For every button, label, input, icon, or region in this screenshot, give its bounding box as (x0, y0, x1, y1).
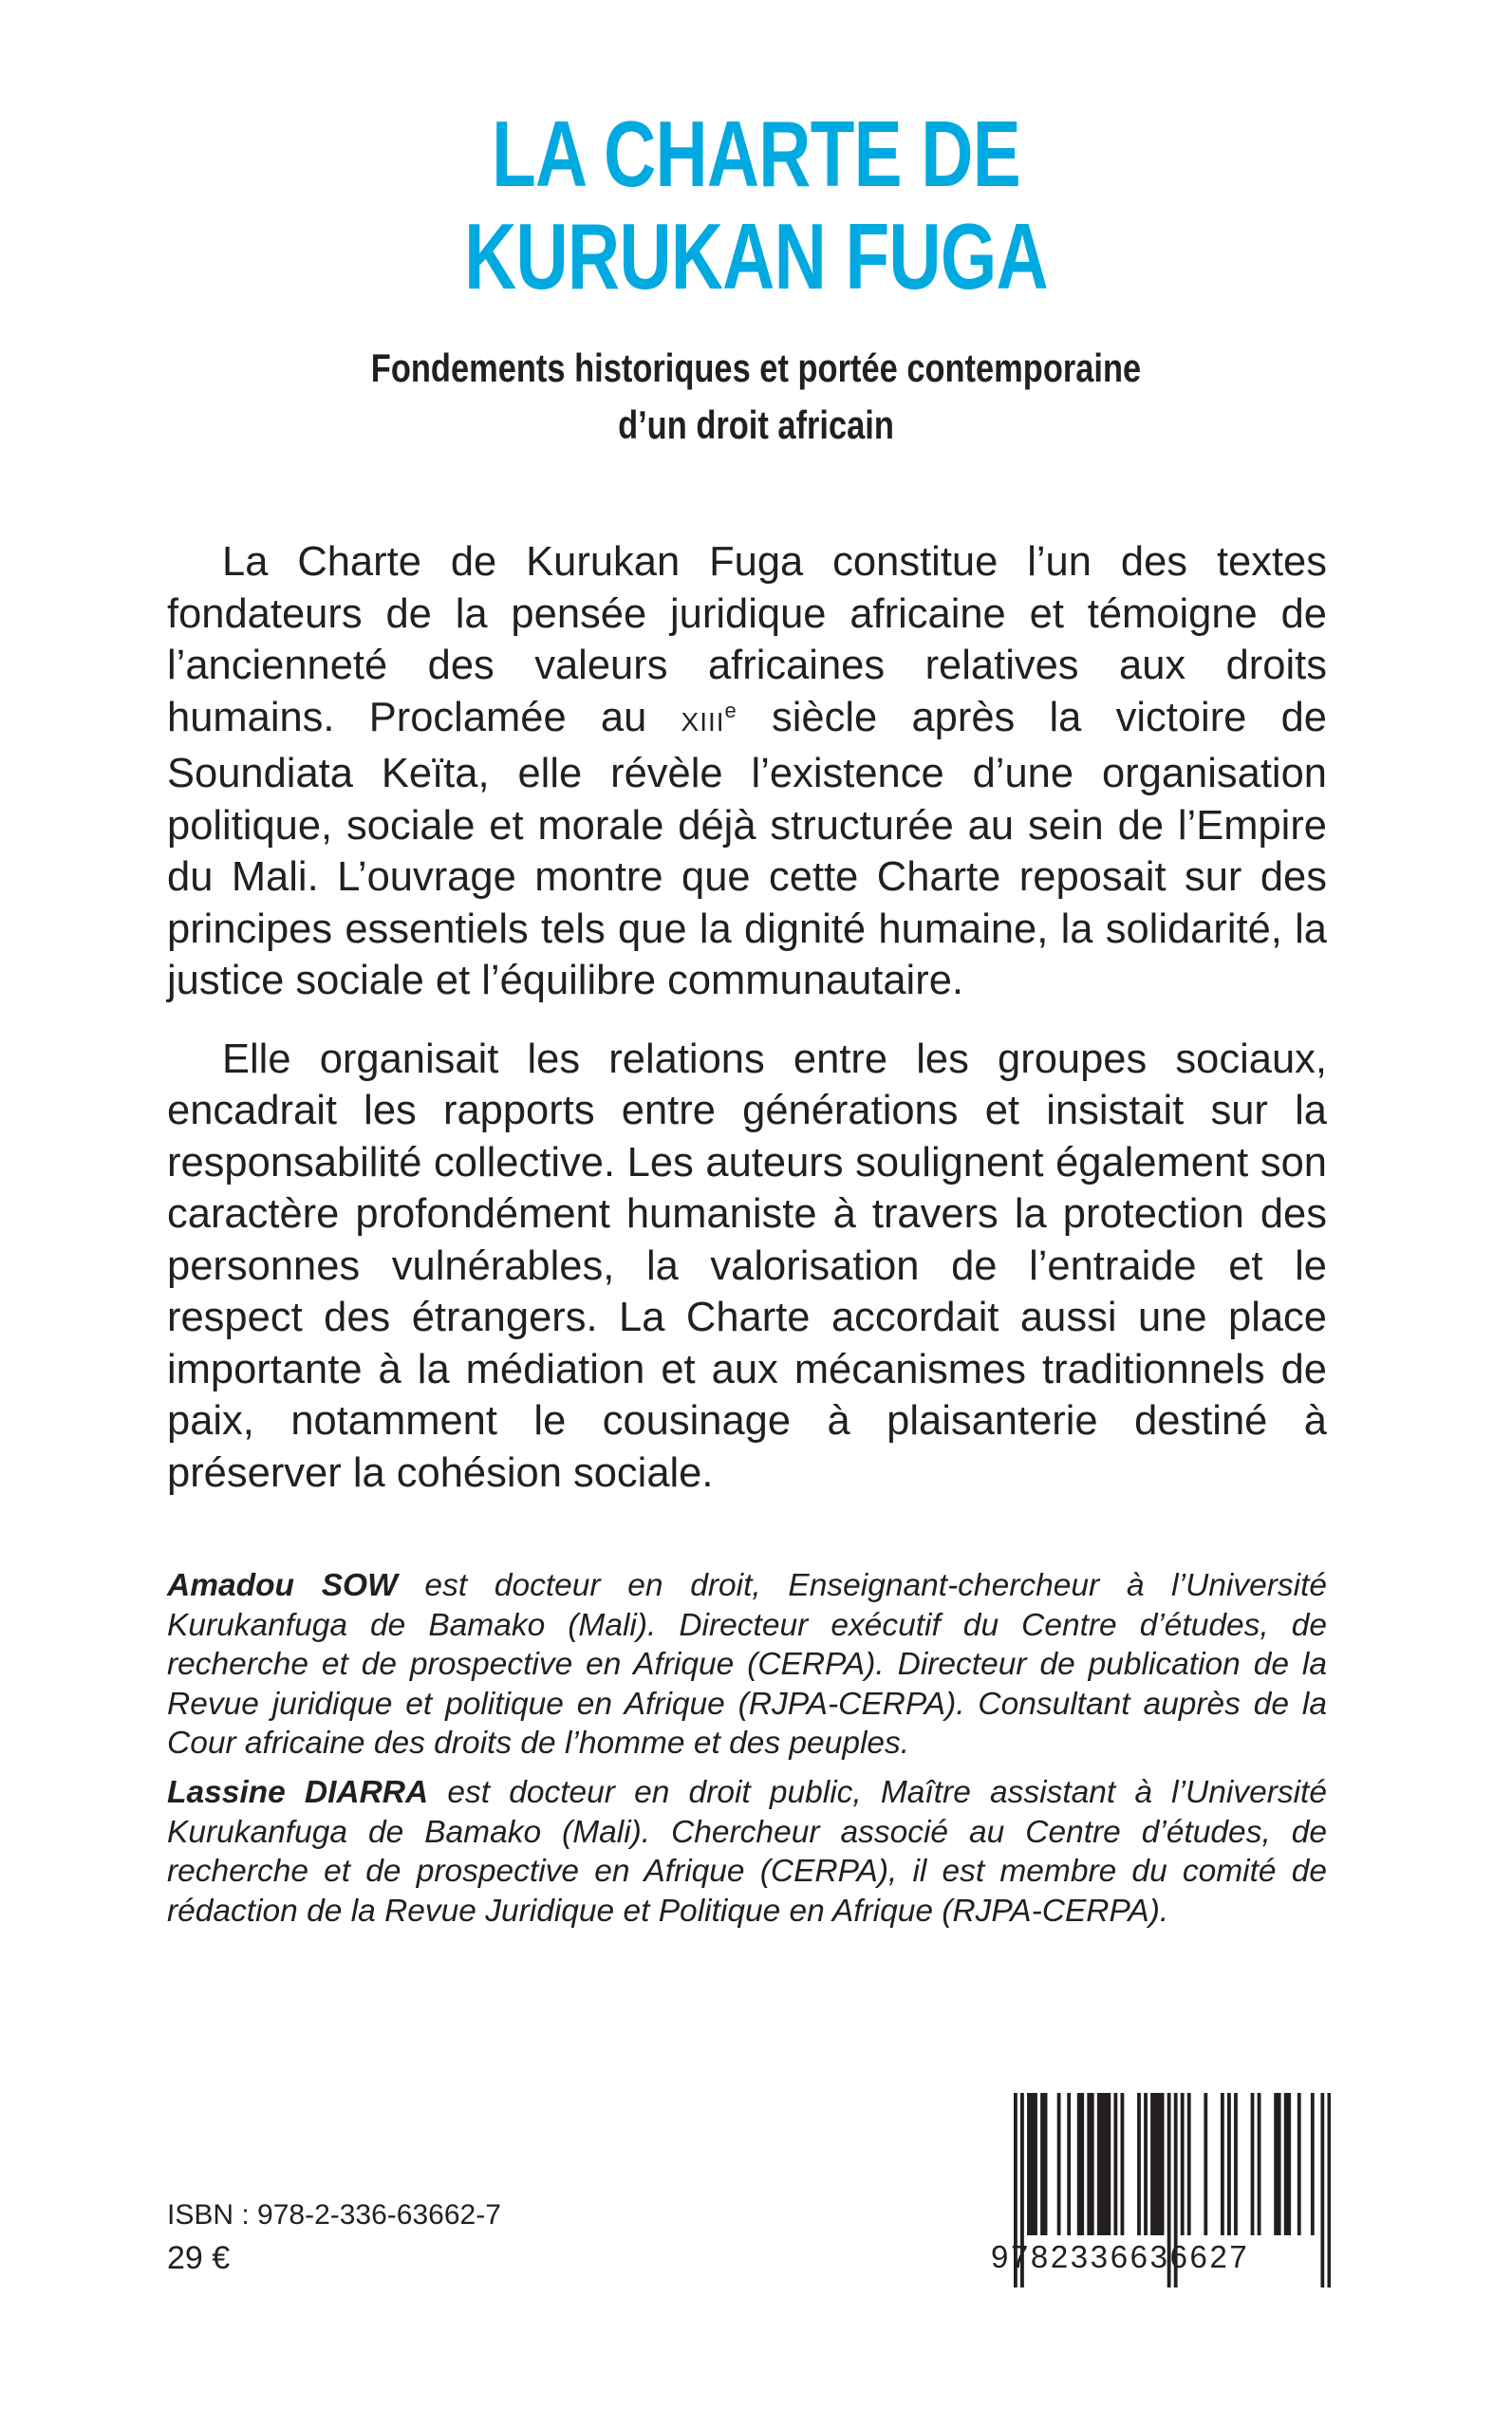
barcode-bar (1204, 2093, 1207, 2235)
author-bio-text-2: est docteur en droit public, Maître assistant à l’Université Kurukanfuga de Bamako (Mali). Chercheur associé au Centre d’études, de recherche et de prospective en Afrique (CERPA), il est membre du comité de rédaction de la Revue Juridique et Politique en Afrique (RJPA-CERPA). (167, 1775, 1327, 1929)
barcode-bar (1057, 2093, 1061, 2235)
barcode-bar (1181, 2093, 1185, 2235)
book-title-line-2: KURUKAN FUGA (464, 204, 1048, 308)
summary-paragraph-1: La Charte de Kurukan Fuga constitue l’un des textes fondateurs de la pensée juridique africaine et témoigne de l’ancienneté des valeurs africaines relatives aux droits humains. Proclamée au XIIIe siècle après la victoire de Soundiata Keïta, elle révèle l’existence d’une organisation politique, sociale et morale déjà structurée au sein de l’Empire du Mali. L’ouvrage montre que cette Charte reposait sur des principes essentiels tels que la dignité humaine, la solidarité, la justice sociale et l’équilibre communautaire. (167, 539, 1327, 1003)
author-bio-1 (167, 1566, 1327, 1764)
isbn-label: ISBN : 978-2-336-63662-7 (167, 2199, 501, 2231)
barcode-bar (1044, 2093, 1048, 2235)
barcode-bar (1137, 2093, 1141, 2235)
barcode-bar (1154, 2093, 1158, 2235)
barcode-bar (1187, 2093, 1191, 2235)
barcode-bar (1258, 2093, 1261, 2235)
barcode-bar (1234, 2093, 1238, 2235)
author-name-2: Lassine DIARRA (167, 1775, 429, 1810)
book-subtitle (136, 340, 1375, 454)
barcode-bar (1040, 2093, 1044, 2235)
barcode-bar (1080, 2093, 1084, 2235)
barcode-bar (1031, 2093, 1035, 2235)
barcode-bar (1027, 2093, 1031, 2235)
barcode-bar (1077, 2093, 1081, 2235)
barcode-bar (1274, 2093, 1278, 2235)
barcode-bar (1297, 2093, 1301, 2235)
barcode-bar (1087, 2093, 1091, 2235)
book-subtitle-line-2: d’un droit africain (618, 402, 894, 447)
barcode-bar (1100, 2093, 1104, 2235)
barcode-bar (1161, 2093, 1165, 2235)
barcode-bar (1121, 2093, 1125, 2235)
author-name-1: Amadou SOW (167, 1568, 398, 1603)
barcode-bar (1221, 2093, 1224, 2235)
barcode-digits: 9782336636627 (991, 2239, 1250, 2274)
barcode-bar (1097, 2093, 1101, 2235)
barcode-bar (1104, 2093, 1108, 2235)
price-label: 29 € (167, 2240, 231, 2276)
barcode-bar (1034, 2093, 1037, 2235)
barcode-bar (1157, 2093, 1161, 2235)
barcode-bar (1091, 2093, 1094, 2235)
summary-paragraph-2: Elle organisait les relations entre les groupes sociaux, encadrait les rapports entre générations et insistait sur la responsabilité collective. Les auteurs soulignent également son caractère profondément humaniste à travers la protection des personnes vulnérables, la valorisation de l’entraide et le respect des étrangers. La Charte accordait aussi une place importante à la médiation et aux mécanismes traditionnels de paix, notamment le cousinage à plaisanterie destiné à préserver la cohésion sociale. (167, 1036, 1327, 1496)
author-bio-2 (167, 1773, 1327, 1931)
book-title (166, 103, 1346, 308)
barcode-bar (1150, 2093, 1154, 2235)
barcode-bar (1278, 2093, 1281, 2235)
barcode-bar (1251, 2093, 1255, 2235)
summary-text (167, 536, 1327, 1525)
barcode-bar (1227, 2093, 1231, 2235)
barcode-bar (1067, 2093, 1071, 2235)
author-bio-text-1: est docteur en droit, Enseignant-chercheur à l’Université Kurukanfuga de Bamako (Mali). Directeur exécutif du Centre d’études, de recherche et de prospective en Afrique (CERPA). Directeur de publication de la Revue juridique et politique en Afrique (RJPA-CERPA). Consultant auprès de la Cour africaine des droits de l’homme et des peuples. (167, 1568, 1328, 1761)
book-title-line-1: LA CHARTE DE (492, 102, 1020, 206)
century-numeral: XIIIe (681, 698, 737, 737)
barcode-bar (1287, 2093, 1291, 2235)
book-subtitle-line-1: Fondements historiques et portée contemporaine (370, 345, 1142, 390)
barcode-bar (1107, 2093, 1111, 2235)
barcode-bar (1284, 2093, 1288, 2235)
barcode-bar (1113, 2093, 1117, 2235)
barcode-bar (1144, 2093, 1148, 2235)
barcode-bar (1311, 2093, 1315, 2235)
